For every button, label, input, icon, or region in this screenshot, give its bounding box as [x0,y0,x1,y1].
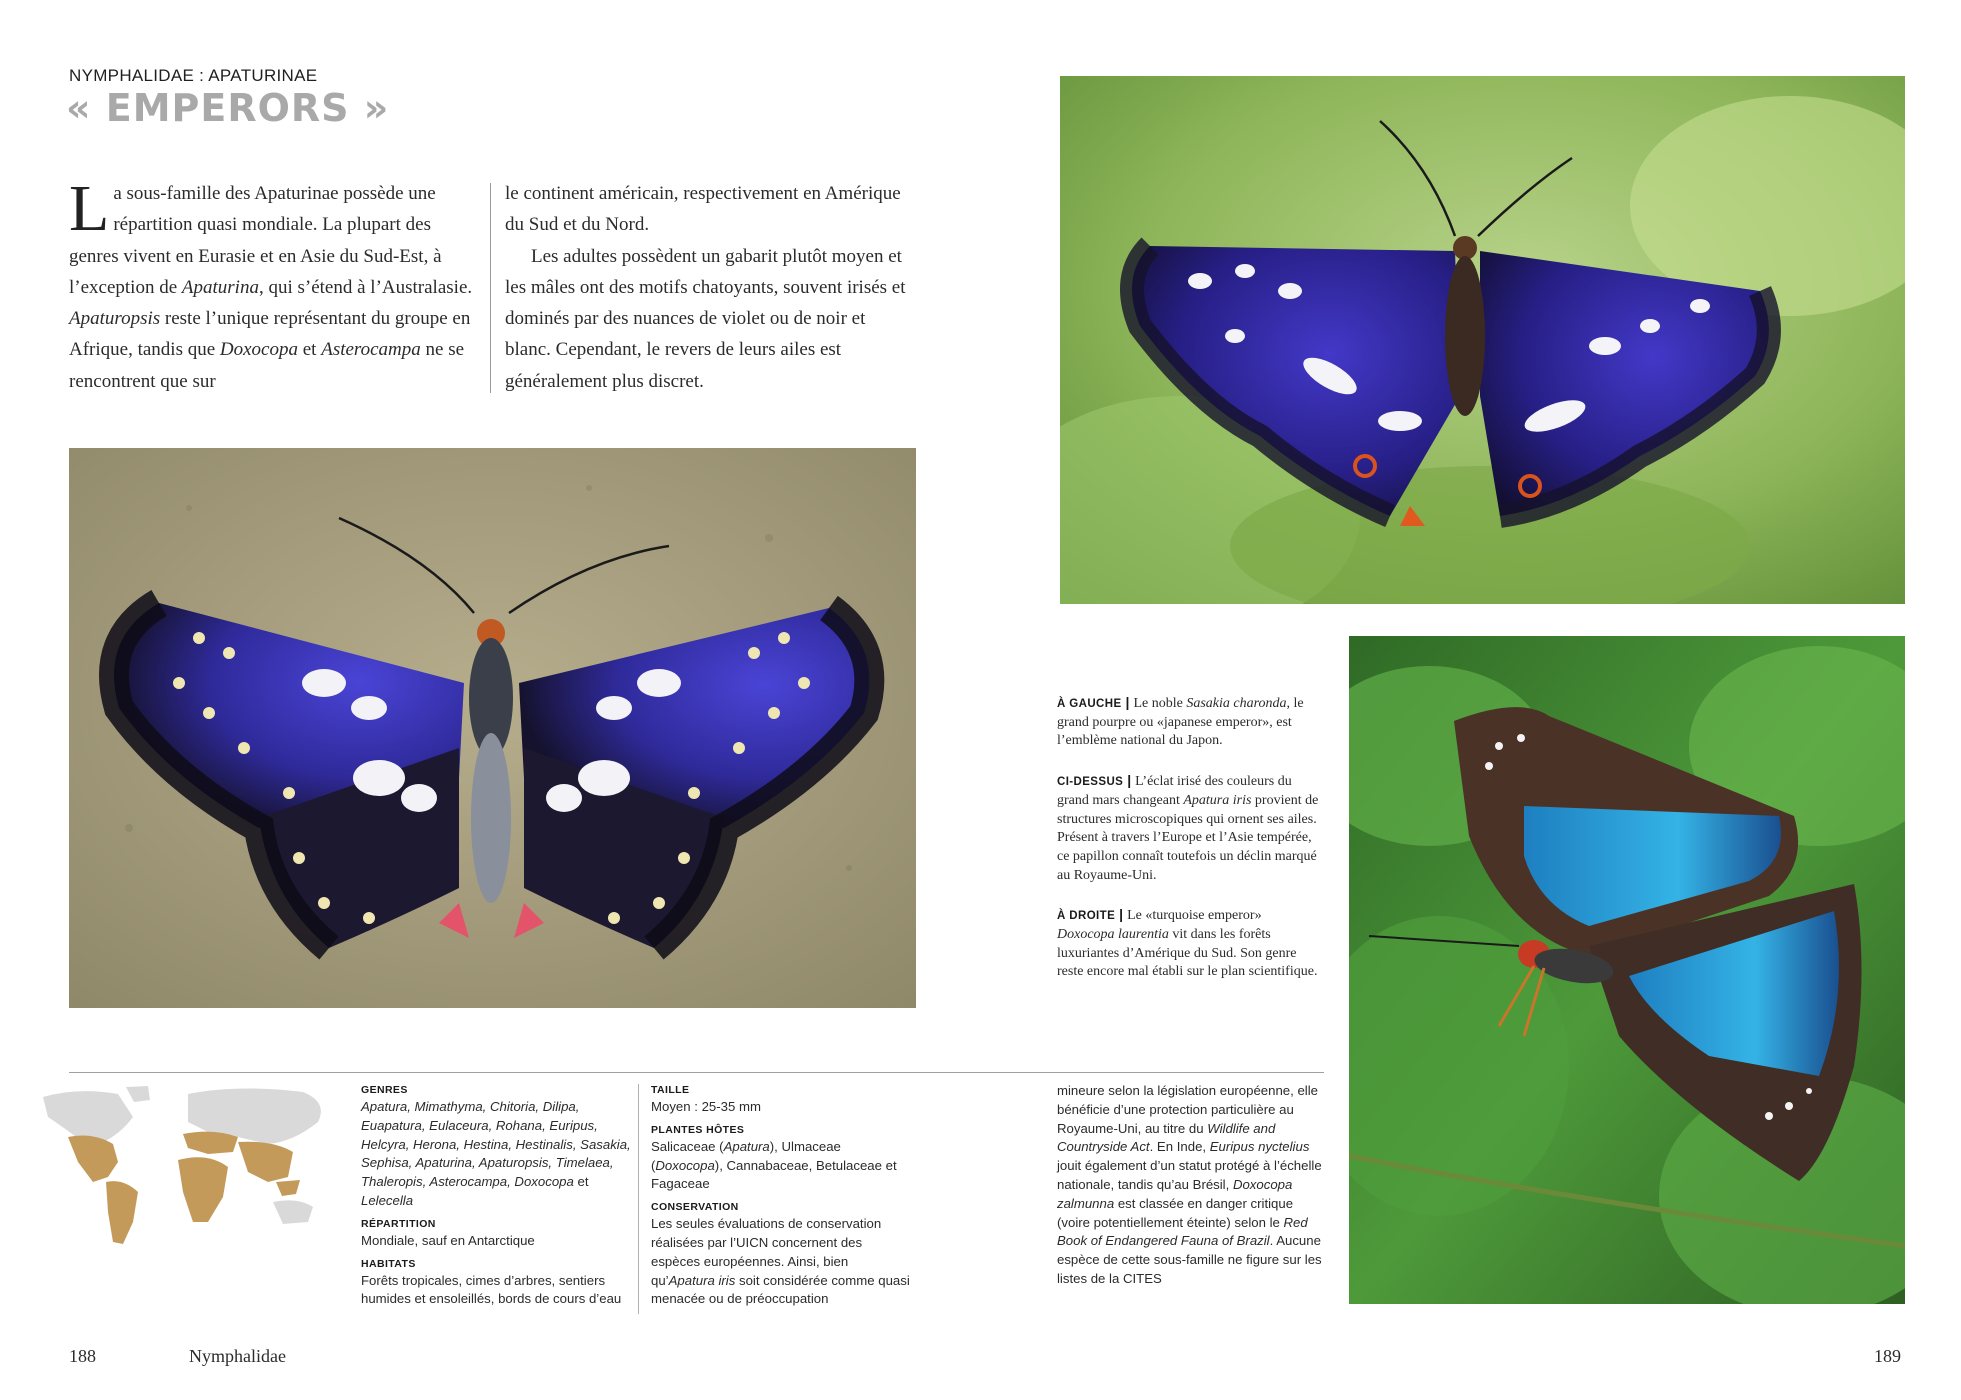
conservation-label: CONSERVATION [651,1201,739,1214]
conservation-value: Les seules évaluations de conservation réalisées par l’UICN concernent des espèces européennes. Ainsi, bien qu’Apatura iris soit considérée comme quasi menacée ou de préoccupation [651,1216,910,1307]
habitats-label: HABITATS [361,1257,416,1270]
page-title: « EMPERORS » [66,86,390,130]
photo-apatura-iris [1060,76,1905,604]
genres-label: GENRES [361,1084,408,1096]
running-head: Nymphalidae [189,1346,286,1366]
caption-left [1057,693,1319,751]
caption-text: Le noble Sasakia charonda, le grand pourpre ou «japanese emperor», est l’emblème national du Japon. [1057,696,1304,749]
intro-text-2a: le continent américain, respectivement en Amérique du Sud et du Nord. [505,183,901,236]
photo-sasakia-charonda [69,448,916,1008]
column-divider [490,183,491,393]
conservation-continued: mineure selon la législation européenne, elle bénéficie d’une protection particulière au Royaume-Uni, au titre du Wildlife and Countryside Act. En Inde, Euripus nyctelius jouit également d’un statut protégé à l’échelle nationale, tandis qu’au Brésil, Doxocopa zalmunna est classée en danger critique (voire potentiellement éteinte) selon le Red Book of Endangered Fauna of Brazil. Aucune espèce de cette sous-famille ne figure sur les listes de la CITES [1057,1083,1322,1286]
plantes-label: PLANTES HÔTES [651,1123,745,1136]
caption-tag: À DROITE [1057,910,1116,923]
facts-column-2 [651,1082,913,1313]
repartition-label: RÉPARTITION [361,1217,436,1230]
photo-captions [1057,693,1319,1002]
photo-doxocopa-laurentia [1349,636,1905,1304]
caption-text: L’éclat irisé des couleurs du grand mars changeant Apatura iris provient de structures microscopiques qui ornent ses ailes. Présent à travers l’Europe et l’Asie tempérée, ce papillon connaît toutefois un déclin marqué au Royaume-Uni. [1057,774,1319,883]
intro-text-2b: Les adultes possèdent un gabarit plutôt moyen et les mâles ont des motifs chatoyants, souvent irisés et dominés par des nuances de violet ou de noir et blanc. Cependant, le revers de leurs ailes est généralement plus discret. [505,245,906,392]
habitats-value: Forêts tropicales, cimes d’arbres, sentiers humides et ensoleillés, bords de cours d’eau [361,1272,622,1307]
caption-separator: | [1125,694,1130,710]
caption-right [1057,905,1319,982]
facts-column-1 [361,1082,636,1313]
facts-divider [638,1084,639,1314]
taille-value: Moyen : 25-35 mm [651,1099,761,1114]
taille-label: TAILLE [651,1084,690,1096]
page-number-right: 189 [1874,1346,1901,1366]
caption-separator: | [1127,772,1132,789]
caption-separator: | [1119,906,1124,923]
factbox-rule [69,1072,1324,1073]
plantes-value: Salicaceae (Apatura), Ulmaceae (Doxocopa), Cannabaceae, Betulaceae et Fagaceae [651,1138,897,1192]
caption-above [1057,771,1319,885]
genres-value: Apatura, Mimathyma, Chitoria, Dilipa, Euapatura, Eulaceura, Rohana, Euripus, Helcyra, Herona, Hestina, Hestinalis, Sasakia, Sephisa, Apaturina, Apaturopsis, Timelaea, Thaleropis, Asterocampa, Doxocopa et Lelecella [361,1099,631,1208]
caption-tag: À GAUCHE [1057,698,1122,710]
facts-column-3 [1057,1082,1325,1293]
drop-cap: L [69,172,110,245]
section-kicker: NYMPHALIDAE : APATURINAE [69,66,318,85]
repartition-value: Mondiale, sauf en Antarctique [361,1232,535,1248]
page-number-left: 188 [69,1346,96,1366]
intro-text-1: a sous-famille des Apaturinae possède une répartition quasi mondiale. La plupart des genres vivent en Eurasie et en Asie du Sud-Est, à l’exception de Apaturina, qui s’étend à l’Australasie. Apaturopsis reste l’unique représentant du groupe en Afrique, tandis que Doxocopa et Asterocampa ne se rencontrent que sur [69,183,473,392]
caption-tag: CI-DESSUS [1057,776,1124,789]
distribution-map [38,1082,338,1252]
intro-column-2 [505,178,915,397]
caption-text: Le «turquoise emperor» Doxocopa laurentia vit dans les forêts luxuriantes d’Amérique du Sud. Son genre reste encore mal établi sur le plan scientifique. [1057,908,1318,980]
intro-column-1 [69,172,479,397]
